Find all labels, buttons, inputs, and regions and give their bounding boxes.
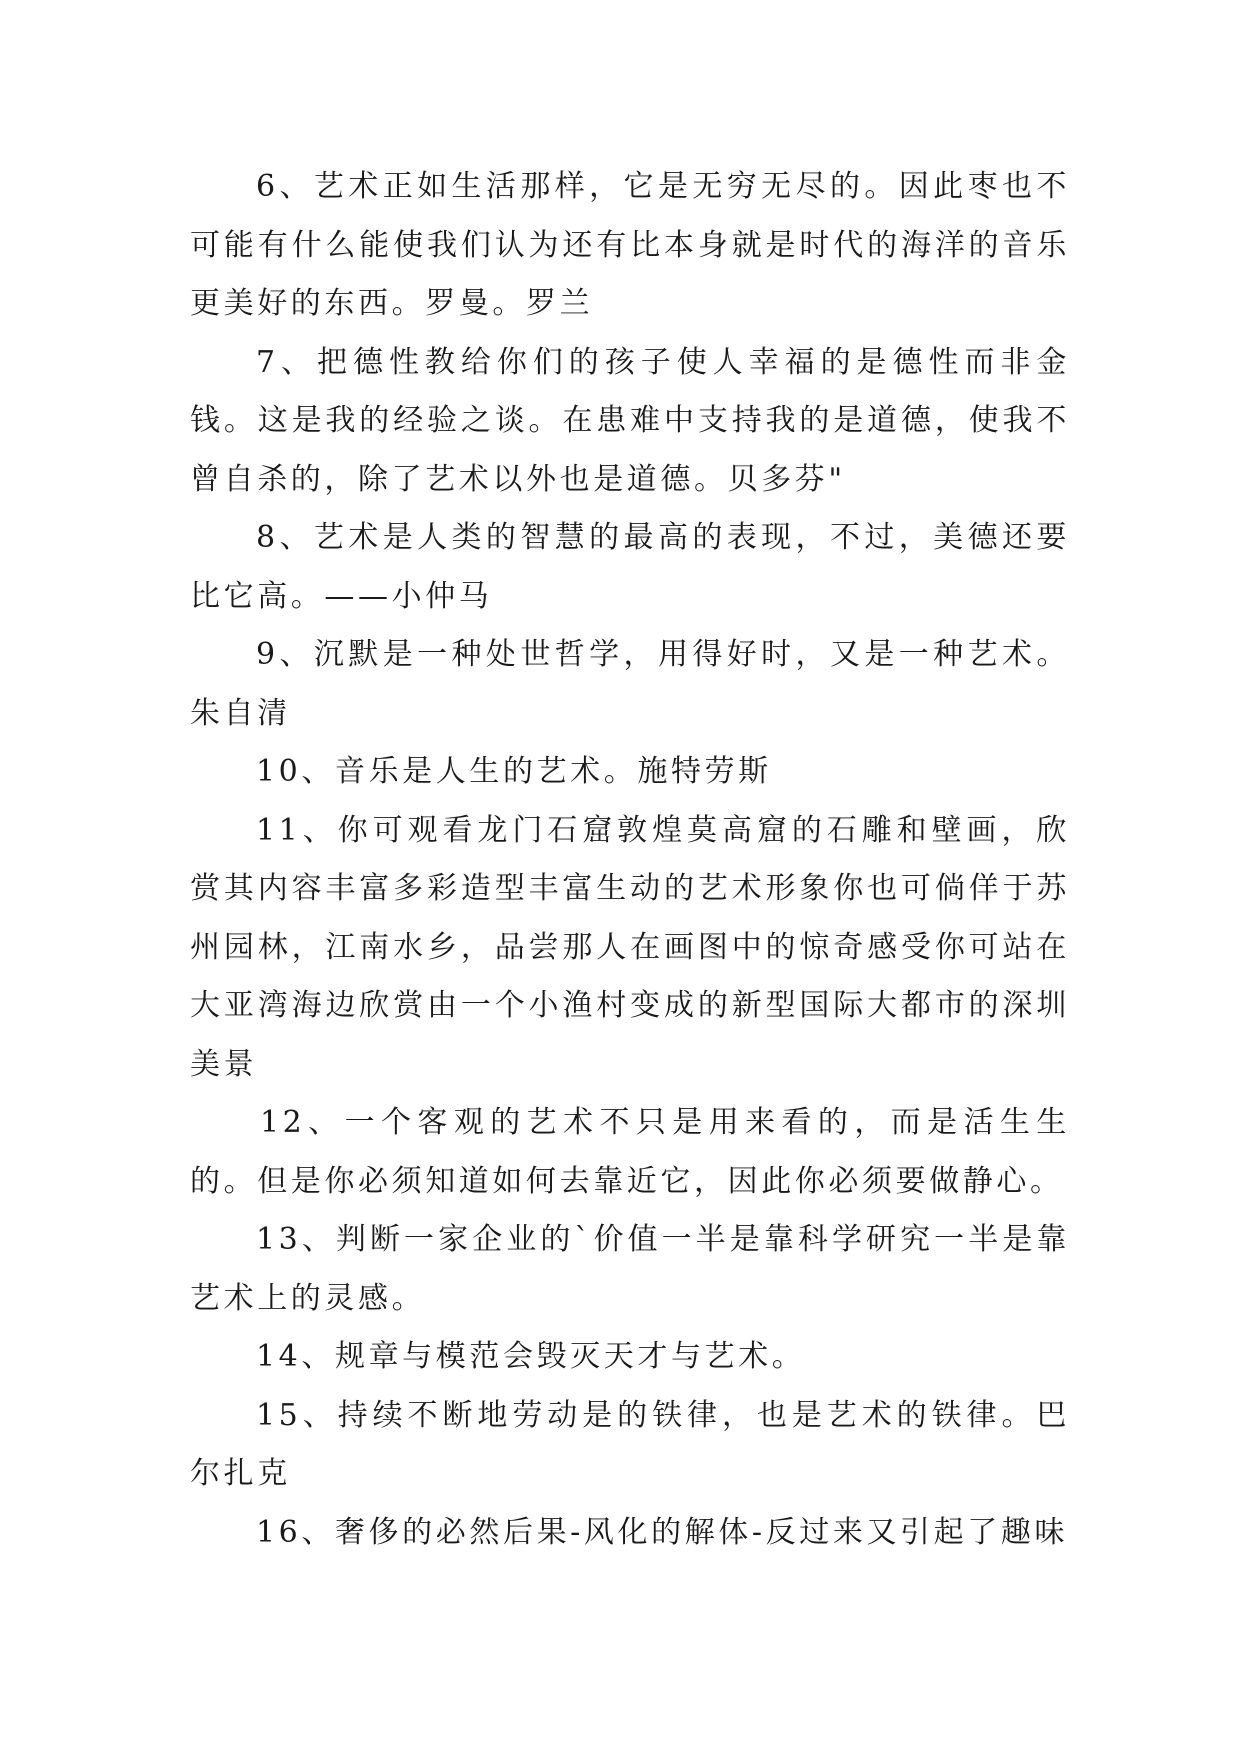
paragraph-quote-9: 9、沉默是一种处世哲学，用得好时，又是一种艺术。朱自清	[190, 637, 1070, 731]
paragraph-quote-15: 15、持续不断地劳动是的铁律，也是艺术的铁律。巴尔扎克	[190, 1397, 1070, 1491]
paragraph-quote-7: 7、把德性教给你们的孩子使人幸福的是德性而非金钱。这是我的经验之谈。在患难中支持我的是道德，使我不曾自杀的，除了艺术以外也是道德。贝多芬"	[190, 344, 1070, 497]
paragraph-quote-10: 10、音乐是人生的艺术。施特劳斯	[256, 754, 772, 789]
paragraph-quote-6: 6、艺术正如生活那样，它是无穷无尽的。因此枣也不可能有什么能使我们认为还有比本身就是时代的海洋的音乐更美好的东西。罗曼。罗兰	[190, 169, 1070, 321]
paragraph-quote-11: 11、你可观看龙门石窟敦煌莫高窟的石雕和壁画，欣赏其内容丰富多彩造型丰富生动的艺术形象你也可倘佯于苏州园林，江南水乡，品尝那人在画图中的惊奇感受你可站在大亚湾海边欣赏由一个小渔村变成的新型国际大都市的深圳美景	[190, 812, 1070, 1082]
paragraph-quote-8: 8、艺术是人类的智慧的最高的表现，不过，美德还要比它高。——小仲马	[190, 520, 1070, 614]
paragraph-quote-16: 16、奢侈的必然后果-风化的解体-反过来又引起了趣味	[256, 1514, 1069, 1550]
paragraph-quote-13: 13、判断一家企业的`价值一半是靠科学研究一半是靠艺术上的灵感。	[190, 1222, 1070, 1316]
paragraph-quote-14: 14、规章与模范会毁灭天才与艺术。	[256, 1339, 806, 1374]
paragraph-quote-12: 12、一个客观的艺术不只是用来看的，而是活生生的。但是你必须知道如何去靠近它，因此你必须要做静心。	[190, 1105, 1070, 1199]
document-body	[190, 158, 1070, 1562]
